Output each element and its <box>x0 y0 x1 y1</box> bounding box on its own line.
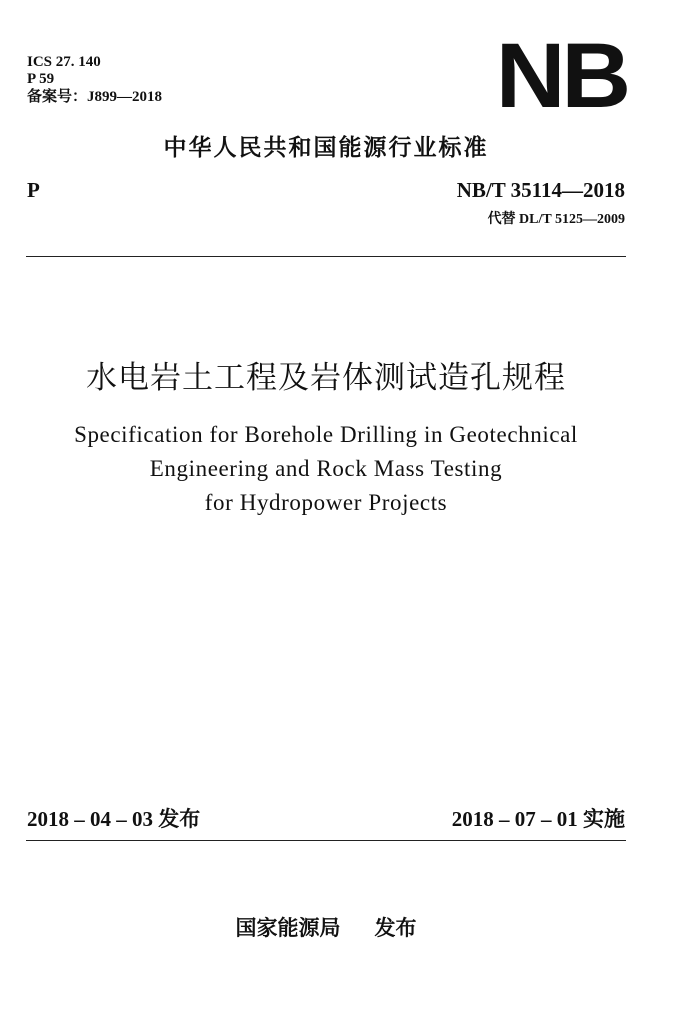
classification-letter: P <box>27 178 40 202</box>
title-english-line: Specification for Borehole Drilling in Geotechnical <box>74 422 578 447</box>
replaces-standard: 代替 DL/T 5125—2009 <box>487 212 625 227</box>
nb-logo: NB <box>495 25 627 127</box>
filing-number: 备案号：J899—2018 <box>27 89 163 105</box>
title-english-line: for Hydropower Projects <box>204 490 448 515</box>
top-divider <box>26 256 626 257</box>
publisher-action: 发布 <box>374 916 417 940</box>
publisher-line <box>0 913 652 943</box>
standard-number: NB/T 35114—2018 <box>456 178 625 202</box>
ccs-code: P 59 <box>27 71 55 87</box>
implementation-date: 2018 – 07 – 01 实施 <box>451 807 625 831</box>
bottom-divider <box>26 840 626 841</box>
publisher-name: 国家能源局 <box>235 916 341 940</box>
issue-date: 2018 – 04 – 03 发布 <box>27 807 201 831</box>
title-english-line: Engineering and Rock Mass Testing <box>149 456 503 481</box>
title-chinese: 水电岩土工程及岩体测试造孔规程 <box>86 360 566 396</box>
standard-category: 中华人民共和国能源行业标准 <box>163 135 489 161</box>
ics-code: ICS 27. 140 <box>27 54 101 70</box>
